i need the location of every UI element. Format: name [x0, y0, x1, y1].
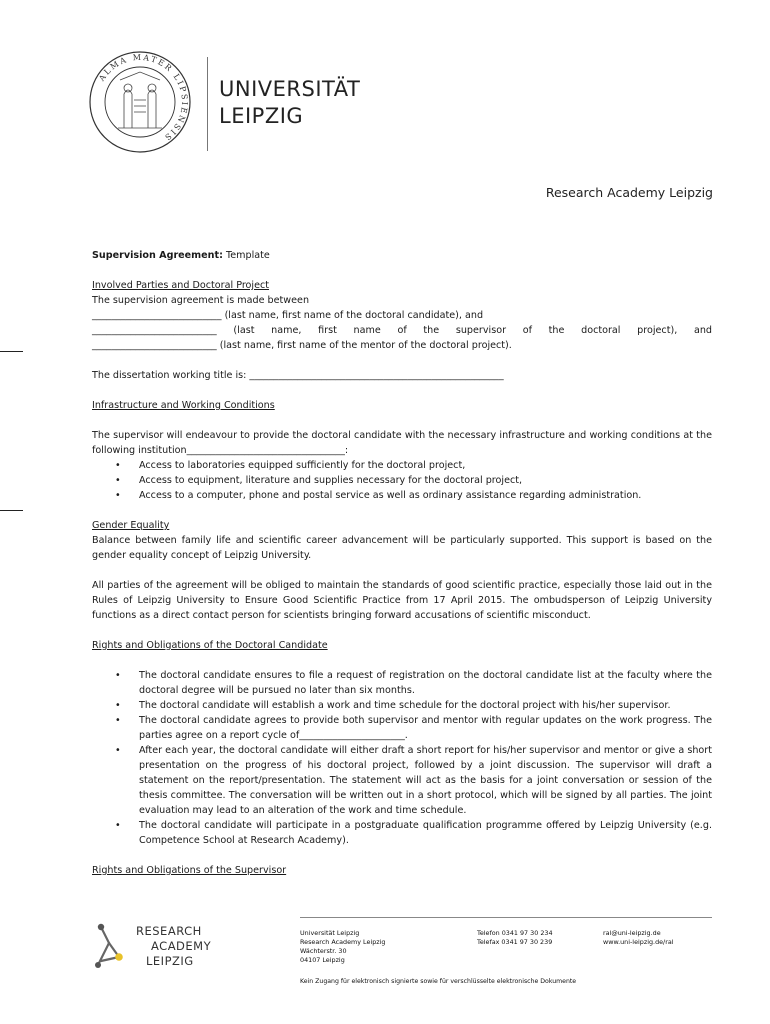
list-item: • Access to laboratories equipped sufficiently for the doctoral project, — [92, 458, 712, 473]
supervisor-name-line: __________________________ (last name, first name of the supervisor of the doctoral project), and — [92, 325, 712, 336]
gender-paragraph: Balance between family life and scientific career advancement will be particularly supported. This support is based on the gender equality concept of Leipzig University. — [92, 535, 712, 561]
footer-contact — [603, 929, 674, 947]
mentor-name-line: __________________________ (last name, first name of the mentor of the doctoral project). — [92, 340, 512, 351]
working-title-line: The dissertation working title is: _____________________________________________________ — [92, 370, 504, 381]
list-item: • After each year, the doctoral candidate will either draft a short report for his/her supervisor and mentor or give a short presentation on the progress of his doctoral project, followed by a joint discussion. The supervisor will draft a statement on the report/presentation. The statement will act as the basis for a joint conversation or session of the thesis committee. The conversation will be written out in a short protocol, which will be signed by all parties. The joint evaluation may lead to an alteration of the work and time schedule. — [92, 743, 712, 818]
brand-divider — [207, 57, 208, 151]
email-link[interactable]: ral@uni-leipzig.de — [603, 929, 661, 937]
candidate-name-line: ___________________________ (last name, first name of the doctoral candidate), and — [92, 310, 484, 321]
section-heading-supervisor: Rights and Obligations of the Supervisor — [92, 865, 287, 876]
university-name-line2: LEIPZIG — [219, 104, 304, 128]
list-item: • Access to equipment, literature and supplies necessary for the doctoral project, — [92, 473, 712, 488]
section-heading-candidate: Rights and Obligations of the Doctoral Candidate — [92, 640, 328, 651]
university-seal-icon — [88, 50, 192, 154]
list-item: • The doctoral candidate will participate in a postgraduate qualification programme offered by Leipzig University (e.g. Competence School at Research Academy). — [92, 818, 712, 848]
infrastructure-paragraph: The supervisor will endeavour to provide the doctoral candidate with the necessary infrastructure and working conditions at the following institution_________________________________: — [92, 430, 712, 456]
research-academy-logo-icon — [93, 921, 133, 971]
section-heading-gender: Gender Equality — [92, 520, 170, 531]
list-item: • The doctoral candidate will establish a work and time schedule for the doctoral project with his/her supervisor. — [92, 698, 712, 713]
logo-text-line3: LEIPZIG — [146, 954, 194, 968]
university-name-line1: UNIVERSITÄT — [219, 77, 361, 101]
website-link[interactable]: www.uni-leipzig.de/ral — [603, 938, 674, 946]
footer-note: Kein Zugang für elektronisch signierte sowie für verschlüsselte elektronische Dokumente — [300, 978, 577, 985]
punch-mark — [0, 510, 23, 511]
section-heading-infrastructure: Infrastructure and Working Conditions — [92, 400, 275, 411]
footer-divider — [300, 917, 712, 918]
list-item: • The doctoral candidate ensures to file a request of registration on the doctoral candidate list at the faculty where the doctoral degree will be pursued no later than six months. — [92, 668, 712, 698]
fold-mark — [0, 351, 23, 352]
logo-text-line2: ACADEMY — [151, 939, 212, 953]
seal-legend: ALMA MATER LIPSIENSIS — [97, 52, 190, 143]
candidate-obligations-list — [92, 668, 712, 848]
list-item: • Access to a computer, phone and postal service as well as ordinary assistance regarding administration. — [92, 488, 712, 503]
section-heading-parties: Involved Parties and Doctoral Project — [92, 280, 270, 291]
logo-text-line1: RESEARCH — [136, 924, 202, 938]
academy-name: Research Academy Leipzig — [545, 185, 713, 200]
practice-paragraph: All parties of the agreement will be obliged to maintain the standards of good scientific practice, especially those laid out in the Rules of Leipzig University to Ensure Good Scientific Practice from 17 April 2015. The ombudsperson of Leipzig University functions as a direct contact person for scientists bringing forward accusations of scientific misconduct. — [92, 580, 712, 621]
list-item: • The doctoral candidate agrees to provide both supervisor and mentor with regular updates on the work progress. The parties agree on a report cycle of______________________. — [92, 713, 712, 743]
infrastructure-list — [92, 458, 712, 503]
footer-address: Universität Leipzig Research Academy Leipzig Wächterstr. 30 04107 Leipzig — [300, 929, 386, 964]
document-title: Supervision Agreement: Template — [92, 250, 270, 261]
document-body — [92, 248, 712, 878]
parties-intro: The supervision agreement is made between — [92, 295, 310, 306]
footer-phone: Telefon 0341 97 30 234 Telefax 0341 97 30 239 — [477, 929, 553, 946]
